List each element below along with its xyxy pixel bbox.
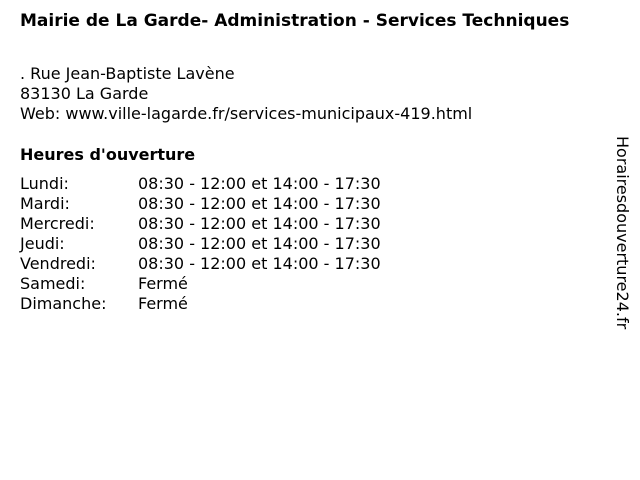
site-watermark	[610, 136, 634, 346]
address-street: . Rue Jean-Baptiste Lavène	[20, 64, 235, 83]
day-hours: Fermé	[138, 274, 188, 293]
hours-row-tuesday	[20, 194, 381, 214]
hours-heading: Heures d'ouverture	[20, 145, 196, 164]
day-label: Samedi:	[20, 274, 86, 293]
site-watermark-text: Horairesdouverture24.fr	[613, 136, 632, 330]
day-label: Vendredi:	[20, 254, 96, 273]
day-hours: 08:30 - 12:00 et 14:00 - 17:30	[138, 174, 381, 193]
hours-table	[20, 174, 381, 314]
hours-row-sunday	[20, 294, 381, 314]
day-hours: 08:30 - 12:00 et 14:00 - 17:30	[138, 234, 381, 253]
hours-row-wednesday	[20, 214, 381, 234]
hours-row-friday	[20, 254, 381, 274]
address-block	[20, 64, 472, 124]
day-label: Jeudi:	[20, 234, 65, 253]
day-hours: 08:30 - 12:00 et 14:00 - 17:30	[138, 214, 381, 233]
day-hours: Fermé	[138, 294, 188, 313]
day-hours: 08:30 - 12:00 et 14:00 - 17:30	[138, 254, 381, 273]
hours-row-thursday	[20, 234, 381, 254]
hours-row-monday	[20, 174, 381, 194]
day-label: Lundi:	[20, 174, 69, 193]
page-title: Mairie de La Garde- Administration - Services Techniques	[20, 11, 570, 31]
address-city: 83130 La Garde	[20, 84, 149, 103]
day-label: Mardi:	[20, 194, 70, 213]
address-web: Web: www.ville-lagarde.fr/services-municipaux-419.html	[20, 104, 473, 123]
day-hours: 08:30 - 12:00 et 14:00 - 17:30	[138, 194, 381, 213]
hours-row-saturday	[20, 274, 381, 294]
day-label: Mercredi:	[20, 214, 95, 233]
day-label: Dimanche:	[20, 294, 107, 313]
